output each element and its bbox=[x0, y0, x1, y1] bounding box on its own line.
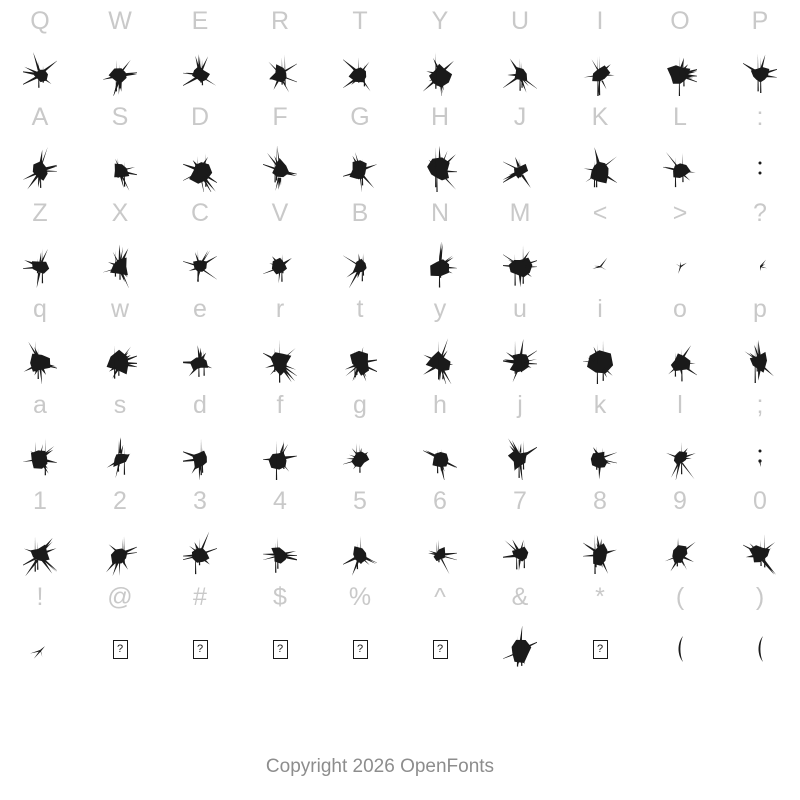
character-cell bbox=[640, 388, 720, 484]
character-key-label: X bbox=[111, 199, 129, 227]
glyph-preview bbox=[325, 238, 395, 292]
character-cell bbox=[640, 580, 720, 676]
glyph-preview bbox=[485, 334, 555, 388]
character-cell bbox=[640, 292, 720, 388]
character-key-label: G bbox=[350, 103, 370, 131]
character-key-label: ; bbox=[756, 391, 764, 419]
character-cell bbox=[640, 484, 720, 580]
character-key-label: w bbox=[110, 295, 130, 323]
character-key-label: % bbox=[348, 583, 372, 611]
character-key-label: ^ bbox=[434, 583, 446, 611]
glyph-preview bbox=[245, 622, 315, 676]
character-key-label: & bbox=[511, 583, 529, 611]
character-cell bbox=[720, 4, 800, 100]
character-cell bbox=[480, 484, 560, 580]
glyph-preview bbox=[165, 430, 235, 484]
character-cell bbox=[80, 196, 160, 292]
character-key-label: T bbox=[352, 7, 368, 35]
character-cell bbox=[160, 100, 240, 196]
glyph-preview bbox=[725, 238, 795, 292]
character-key-label: 3 bbox=[193, 487, 207, 515]
character-key-label: 2 bbox=[113, 487, 127, 515]
character-cell bbox=[80, 580, 160, 676]
glyph-preview bbox=[245, 526, 315, 580]
glyph-preview bbox=[485, 430, 555, 484]
character-key-label: H bbox=[430, 103, 450, 131]
character-cell bbox=[480, 292, 560, 388]
character-cell bbox=[400, 196, 480, 292]
character-key-label: j bbox=[517, 391, 523, 419]
character-cell bbox=[400, 100, 480, 196]
character-cell bbox=[480, 580, 560, 676]
character-key-label: 6 bbox=[433, 487, 447, 515]
glyph-preview bbox=[325, 142, 395, 196]
glyph-preview bbox=[565, 622, 635, 676]
glyph-preview bbox=[85, 622, 155, 676]
notdef-box: ? bbox=[353, 640, 368, 659]
glyph-preview bbox=[725, 622, 795, 676]
character-key-label: W bbox=[108, 7, 132, 35]
character-cell bbox=[400, 580, 480, 676]
character-cell bbox=[720, 196, 800, 292]
character-key-label: h bbox=[433, 391, 447, 419]
glyph-preview bbox=[245, 334, 315, 388]
character-key-label: 7 bbox=[513, 487, 527, 515]
character-key-label: P bbox=[751, 7, 769, 35]
character-cell bbox=[320, 388, 400, 484]
glyph-preview bbox=[645, 142, 715, 196]
glyph-preview bbox=[5, 334, 75, 388]
glyph-preview bbox=[5, 238, 75, 292]
character-cell bbox=[320, 196, 400, 292]
character-key-label: @ bbox=[107, 583, 133, 611]
character-cell bbox=[560, 196, 640, 292]
character-key-label: ( bbox=[675, 583, 685, 611]
character-cell bbox=[160, 484, 240, 580]
character-cell bbox=[720, 292, 800, 388]
notdef-box: ? bbox=[113, 640, 128, 659]
glyph-preview bbox=[565, 238, 635, 292]
character-cell bbox=[640, 196, 720, 292]
character-cell bbox=[240, 580, 320, 676]
character-cell bbox=[0, 388, 80, 484]
character-cell bbox=[560, 4, 640, 100]
character-key-label: s bbox=[113, 391, 127, 419]
glyph-preview bbox=[645, 46, 715, 100]
character-cell bbox=[240, 196, 320, 292]
glyph-preview bbox=[725, 526, 795, 580]
character-key-label: R bbox=[270, 7, 290, 35]
glyph-preview bbox=[405, 526, 475, 580]
glyph-preview bbox=[5, 46, 75, 100]
character-cell bbox=[480, 196, 560, 292]
character-cell bbox=[160, 292, 240, 388]
character-cell bbox=[640, 100, 720, 196]
character-cell bbox=[80, 292, 160, 388]
character-key-label: y bbox=[433, 295, 447, 323]
glyph-preview bbox=[405, 430, 475, 484]
character-cell bbox=[560, 484, 640, 580]
glyph-preview bbox=[165, 334, 235, 388]
character-key-label: r bbox=[275, 295, 285, 323]
glyph-preview bbox=[85, 526, 155, 580]
character-key-label: 4 bbox=[273, 487, 287, 515]
character-key-label: q bbox=[33, 295, 47, 323]
character-cell bbox=[480, 100, 560, 196]
glyph-preview bbox=[5, 430, 75, 484]
character-cell bbox=[80, 4, 160, 100]
character-key-label: f bbox=[276, 391, 284, 419]
character-key-label: 0 bbox=[753, 487, 767, 515]
glyph-preview bbox=[85, 142, 155, 196]
character-key-label: ! bbox=[36, 583, 44, 611]
character-key-label: d bbox=[193, 391, 207, 419]
character-cell bbox=[160, 4, 240, 100]
character-cell bbox=[560, 388, 640, 484]
glyph-preview bbox=[245, 430, 315, 484]
glyph-preview bbox=[325, 46, 395, 100]
glyph-preview bbox=[165, 526, 235, 580]
character-key-label: Z bbox=[32, 199, 48, 227]
character-key-label: M bbox=[509, 199, 531, 227]
character-key-label: J bbox=[513, 103, 527, 131]
copyright-notice: Copyright 2026 OpenFonts bbox=[265, 756, 495, 777]
glyph-preview bbox=[565, 142, 635, 196]
glyph-preview bbox=[405, 334, 475, 388]
character-key-label: u bbox=[513, 295, 527, 323]
character-cell bbox=[320, 4, 400, 100]
character-key-label: E bbox=[191, 7, 209, 35]
glyph-preview bbox=[325, 334, 395, 388]
glyph-preview bbox=[565, 430, 635, 484]
character-cell bbox=[320, 484, 400, 580]
character-key-label: A bbox=[31, 103, 49, 131]
character-key-label: o bbox=[673, 295, 687, 323]
glyph-preview bbox=[165, 622, 235, 676]
character-cell bbox=[80, 100, 160, 196]
character-cell bbox=[240, 100, 320, 196]
glyph-preview bbox=[245, 46, 315, 100]
character-key-label: l bbox=[677, 391, 683, 419]
glyph-preview bbox=[645, 334, 715, 388]
character-key-label: 5 bbox=[353, 487, 367, 515]
glyph-preview bbox=[405, 142, 475, 196]
character-cell bbox=[240, 388, 320, 484]
glyph-preview bbox=[645, 430, 715, 484]
glyph-preview bbox=[245, 238, 315, 292]
character-key-label: D bbox=[190, 103, 210, 131]
character-cell bbox=[560, 100, 640, 196]
glyph-preview bbox=[725, 142, 795, 196]
character-cell bbox=[320, 292, 400, 388]
character-cell bbox=[320, 100, 400, 196]
character-key-label: B bbox=[351, 199, 369, 227]
character-cell bbox=[0, 100, 80, 196]
character-cell bbox=[720, 484, 800, 580]
glyph-preview bbox=[85, 238, 155, 292]
character-key-label: ? bbox=[753, 199, 767, 227]
character-key-label: a bbox=[33, 391, 47, 419]
notdef-box: ? bbox=[193, 640, 208, 659]
glyph-preview bbox=[5, 142, 75, 196]
glyph-preview bbox=[485, 238, 555, 292]
glyph-preview bbox=[485, 46, 555, 100]
character-cell bbox=[400, 484, 480, 580]
character-key-label: K bbox=[591, 103, 609, 131]
character-cell bbox=[400, 292, 480, 388]
glyph-preview bbox=[565, 526, 635, 580]
character-key-label: 8 bbox=[593, 487, 607, 515]
glyph-preview bbox=[485, 622, 555, 676]
character-key-label: g bbox=[353, 391, 367, 419]
character-key-label: L bbox=[673, 103, 687, 131]
character-key-label: e bbox=[193, 295, 207, 323]
character-key-label: $ bbox=[273, 583, 287, 611]
character-cell bbox=[720, 388, 800, 484]
character-key-label: 1 bbox=[33, 487, 47, 515]
glyph-preview bbox=[165, 238, 235, 292]
character-key-label: t bbox=[356, 295, 364, 323]
character-key-label: 9 bbox=[673, 487, 687, 515]
glyph-preview bbox=[325, 430, 395, 484]
glyph-preview bbox=[485, 526, 555, 580]
character-cell bbox=[640, 4, 720, 100]
character-cell bbox=[160, 388, 240, 484]
character-cell bbox=[0, 580, 80, 676]
glyph-preview bbox=[565, 334, 635, 388]
character-cell bbox=[80, 484, 160, 580]
character-key-label: U bbox=[510, 7, 530, 35]
character-cell bbox=[320, 580, 400, 676]
character-cell bbox=[720, 100, 800, 196]
glyph-preview bbox=[165, 46, 235, 100]
character-key-label: Q bbox=[30, 7, 50, 35]
notdef-box: ? bbox=[273, 640, 288, 659]
character-cell bbox=[80, 388, 160, 484]
character-cell bbox=[560, 292, 640, 388]
glyph-preview bbox=[85, 430, 155, 484]
character-cell bbox=[400, 4, 480, 100]
glyph-preview bbox=[405, 46, 475, 100]
character-cell bbox=[0, 292, 80, 388]
glyph-preview bbox=[645, 526, 715, 580]
glyph-preview bbox=[325, 622, 395, 676]
glyph-preview bbox=[325, 526, 395, 580]
character-key-label: V bbox=[271, 199, 289, 227]
character-key-label: C bbox=[190, 199, 210, 227]
character-key-label: k bbox=[593, 391, 607, 419]
glyph-preview bbox=[725, 430, 795, 484]
glyph-preview bbox=[85, 334, 155, 388]
character-key-label: > bbox=[672, 199, 688, 227]
glyph-preview bbox=[165, 142, 235, 196]
character-cell bbox=[560, 580, 640, 676]
character-key-label: < bbox=[592, 199, 608, 227]
character-cell bbox=[0, 196, 80, 292]
character-cell bbox=[0, 4, 80, 100]
glyph-preview bbox=[565, 46, 635, 100]
character-key-label: Y bbox=[431, 7, 449, 35]
character-cell bbox=[400, 388, 480, 484]
character-cell bbox=[720, 580, 800, 676]
character-cell bbox=[0, 484, 80, 580]
character-cell bbox=[240, 292, 320, 388]
character-cell bbox=[160, 580, 240, 676]
character-key-label: N bbox=[430, 199, 450, 227]
character-key-label: p bbox=[753, 295, 767, 323]
character-cell bbox=[160, 196, 240, 292]
character-key-label: * bbox=[595, 583, 605, 611]
glyph-preview bbox=[5, 526, 75, 580]
character-cell bbox=[240, 4, 320, 100]
notdef-box: ? bbox=[593, 640, 608, 659]
glyph-preview bbox=[645, 622, 715, 676]
glyph-preview bbox=[645, 238, 715, 292]
character-key-label: i bbox=[597, 295, 603, 323]
character-key-label: : bbox=[756, 103, 764, 131]
glyph-preview bbox=[405, 622, 475, 676]
character-key-label: ) bbox=[755, 583, 765, 611]
character-cell bbox=[240, 484, 320, 580]
character-key-label: # bbox=[193, 583, 207, 611]
glyph-preview bbox=[405, 238, 475, 292]
glyph-preview bbox=[725, 46, 795, 100]
glyph-preview bbox=[485, 142, 555, 196]
glyph-preview bbox=[245, 142, 315, 196]
glyph-preview bbox=[85, 46, 155, 100]
glyph-preview bbox=[725, 334, 795, 388]
notdef-box: ? bbox=[433, 640, 448, 659]
character-key-label: S bbox=[111, 103, 129, 131]
character-cell bbox=[480, 388, 560, 484]
character-key-label: I bbox=[596, 7, 604, 35]
character-key-label: F bbox=[272, 103, 288, 131]
character-cell bbox=[480, 4, 560, 100]
character-key-label: O bbox=[670, 7, 690, 35]
glyph-preview bbox=[5, 622, 75, 676]
